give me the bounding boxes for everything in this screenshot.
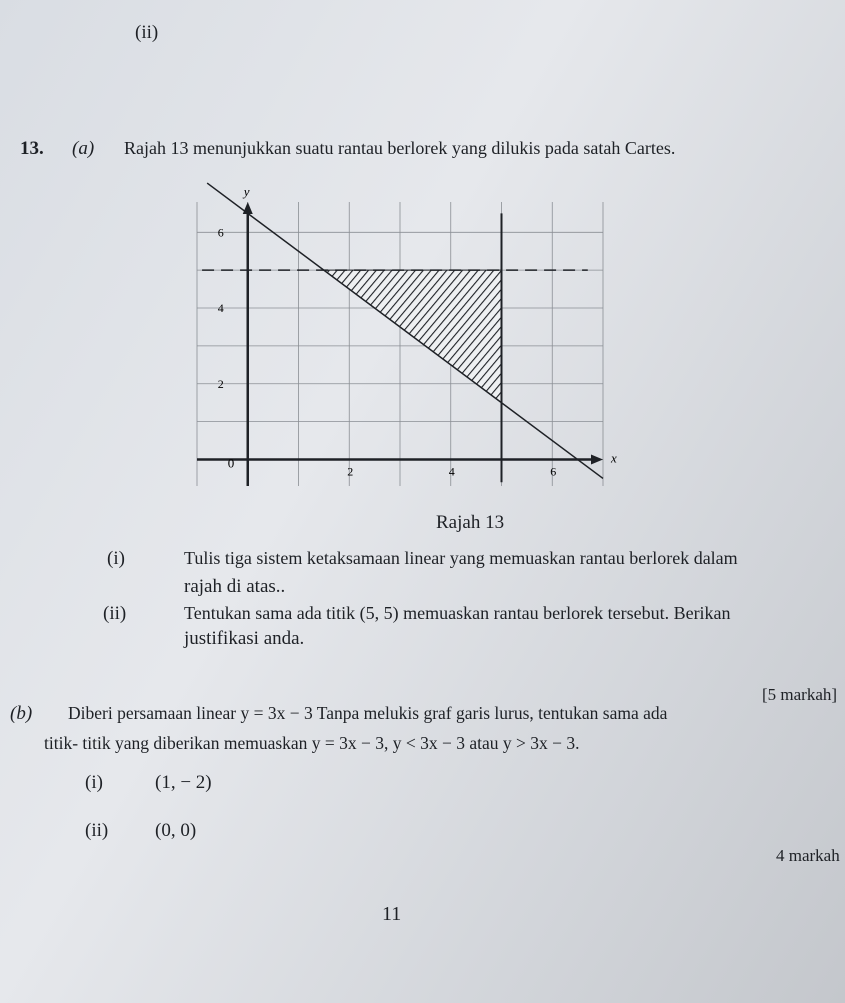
sub-i-label: (i) [107, 548, 125, 569]
cartesian-graph [185, 180, 625, 500]
sub-ii-text-line2: justifikasi anda. [184, 628, 305, 649]
y-axis-label: y [243, 184, 250, 199]
page-number: 11 [382, 903, 402, 925]
part-b-text-line1: Diberi persamaan linear y = 3x − 3 Tanpa melukis graf garis lurus, tentukan sama ada [68, 703, 668, 723]
x-tick-label-4: 4 [448, 464, 455, 479]
origin-label: 0 [227, 455, 235, 471]
sub-ii-label: (ii) [103, 603, 127, 624]
diagonal-boundary-line [207, 183, 603, 478]
marks-part-a: [5 markah] [762, 685, 838, 704]
x-tick-label-6: 6 [550, 464, 557, 479]
x-tick-label-2: 2 [347, 464, 354, 479]
marks-part-b: 4 markah [776, 846, 840, 865]
y-axis-arrowhead [243, 202, 253, 214]
part-b-i-label: (i) [85, 772, 103, 793]
part-b-ii-label: (ii) [85, 820, 109, 841]
part-a-label: (a) [72, 138, 95, 159]
y-tick-label-6: 6 [217, 225, 224, 240]
part-b-label: (b) [10, 703, 33, 724]
question-number: 13. [20, 138, 44, 159]
sub-i-text-line2: rajah di atas.. [184, 576, 286, 597]
figure-caption: Rajah 13 [436, 512, 505, 533]
question-intro: Rajah 13 menunjukkan suatu rantau berlorek yang dilukis pada satah Cartes. [124, 138, 676, 158]
y-tick-label-4: 4 [217, 301, 224, 316]
y-tick-label-2: 2 [217, 376, 224, 391]
part-b-ii-point: (0, 0) [155, 820, 197, 841]
sub-i-text-line1: Tulis tiga sistem ketaksamaan linear yang memuaskan rantau berlorek dalam [184, 548, 738, 568]
previous-part-label: (ii) [135, 22, 159, 43]
x-axis-label: x [611, 450, 617, 466]
x-axis-arrowhead [591, 454, 603, 464]
grid [197, 202, 603, 486]
part-b-text-line2: titik- titik yang diberikan memuaskan y = 3x − 3, y < 3x − 3 atau y > 3x − 3. [44, 733, 580, 753]
part-b-i-point: (1, − 2) [155, 772, 212, 793]
sub-ii-text-line1: Tentukan sama ada titik (5, 5) memuaskan rantau berlorek tersebut. Berikan [184, 603, 731, 623]
